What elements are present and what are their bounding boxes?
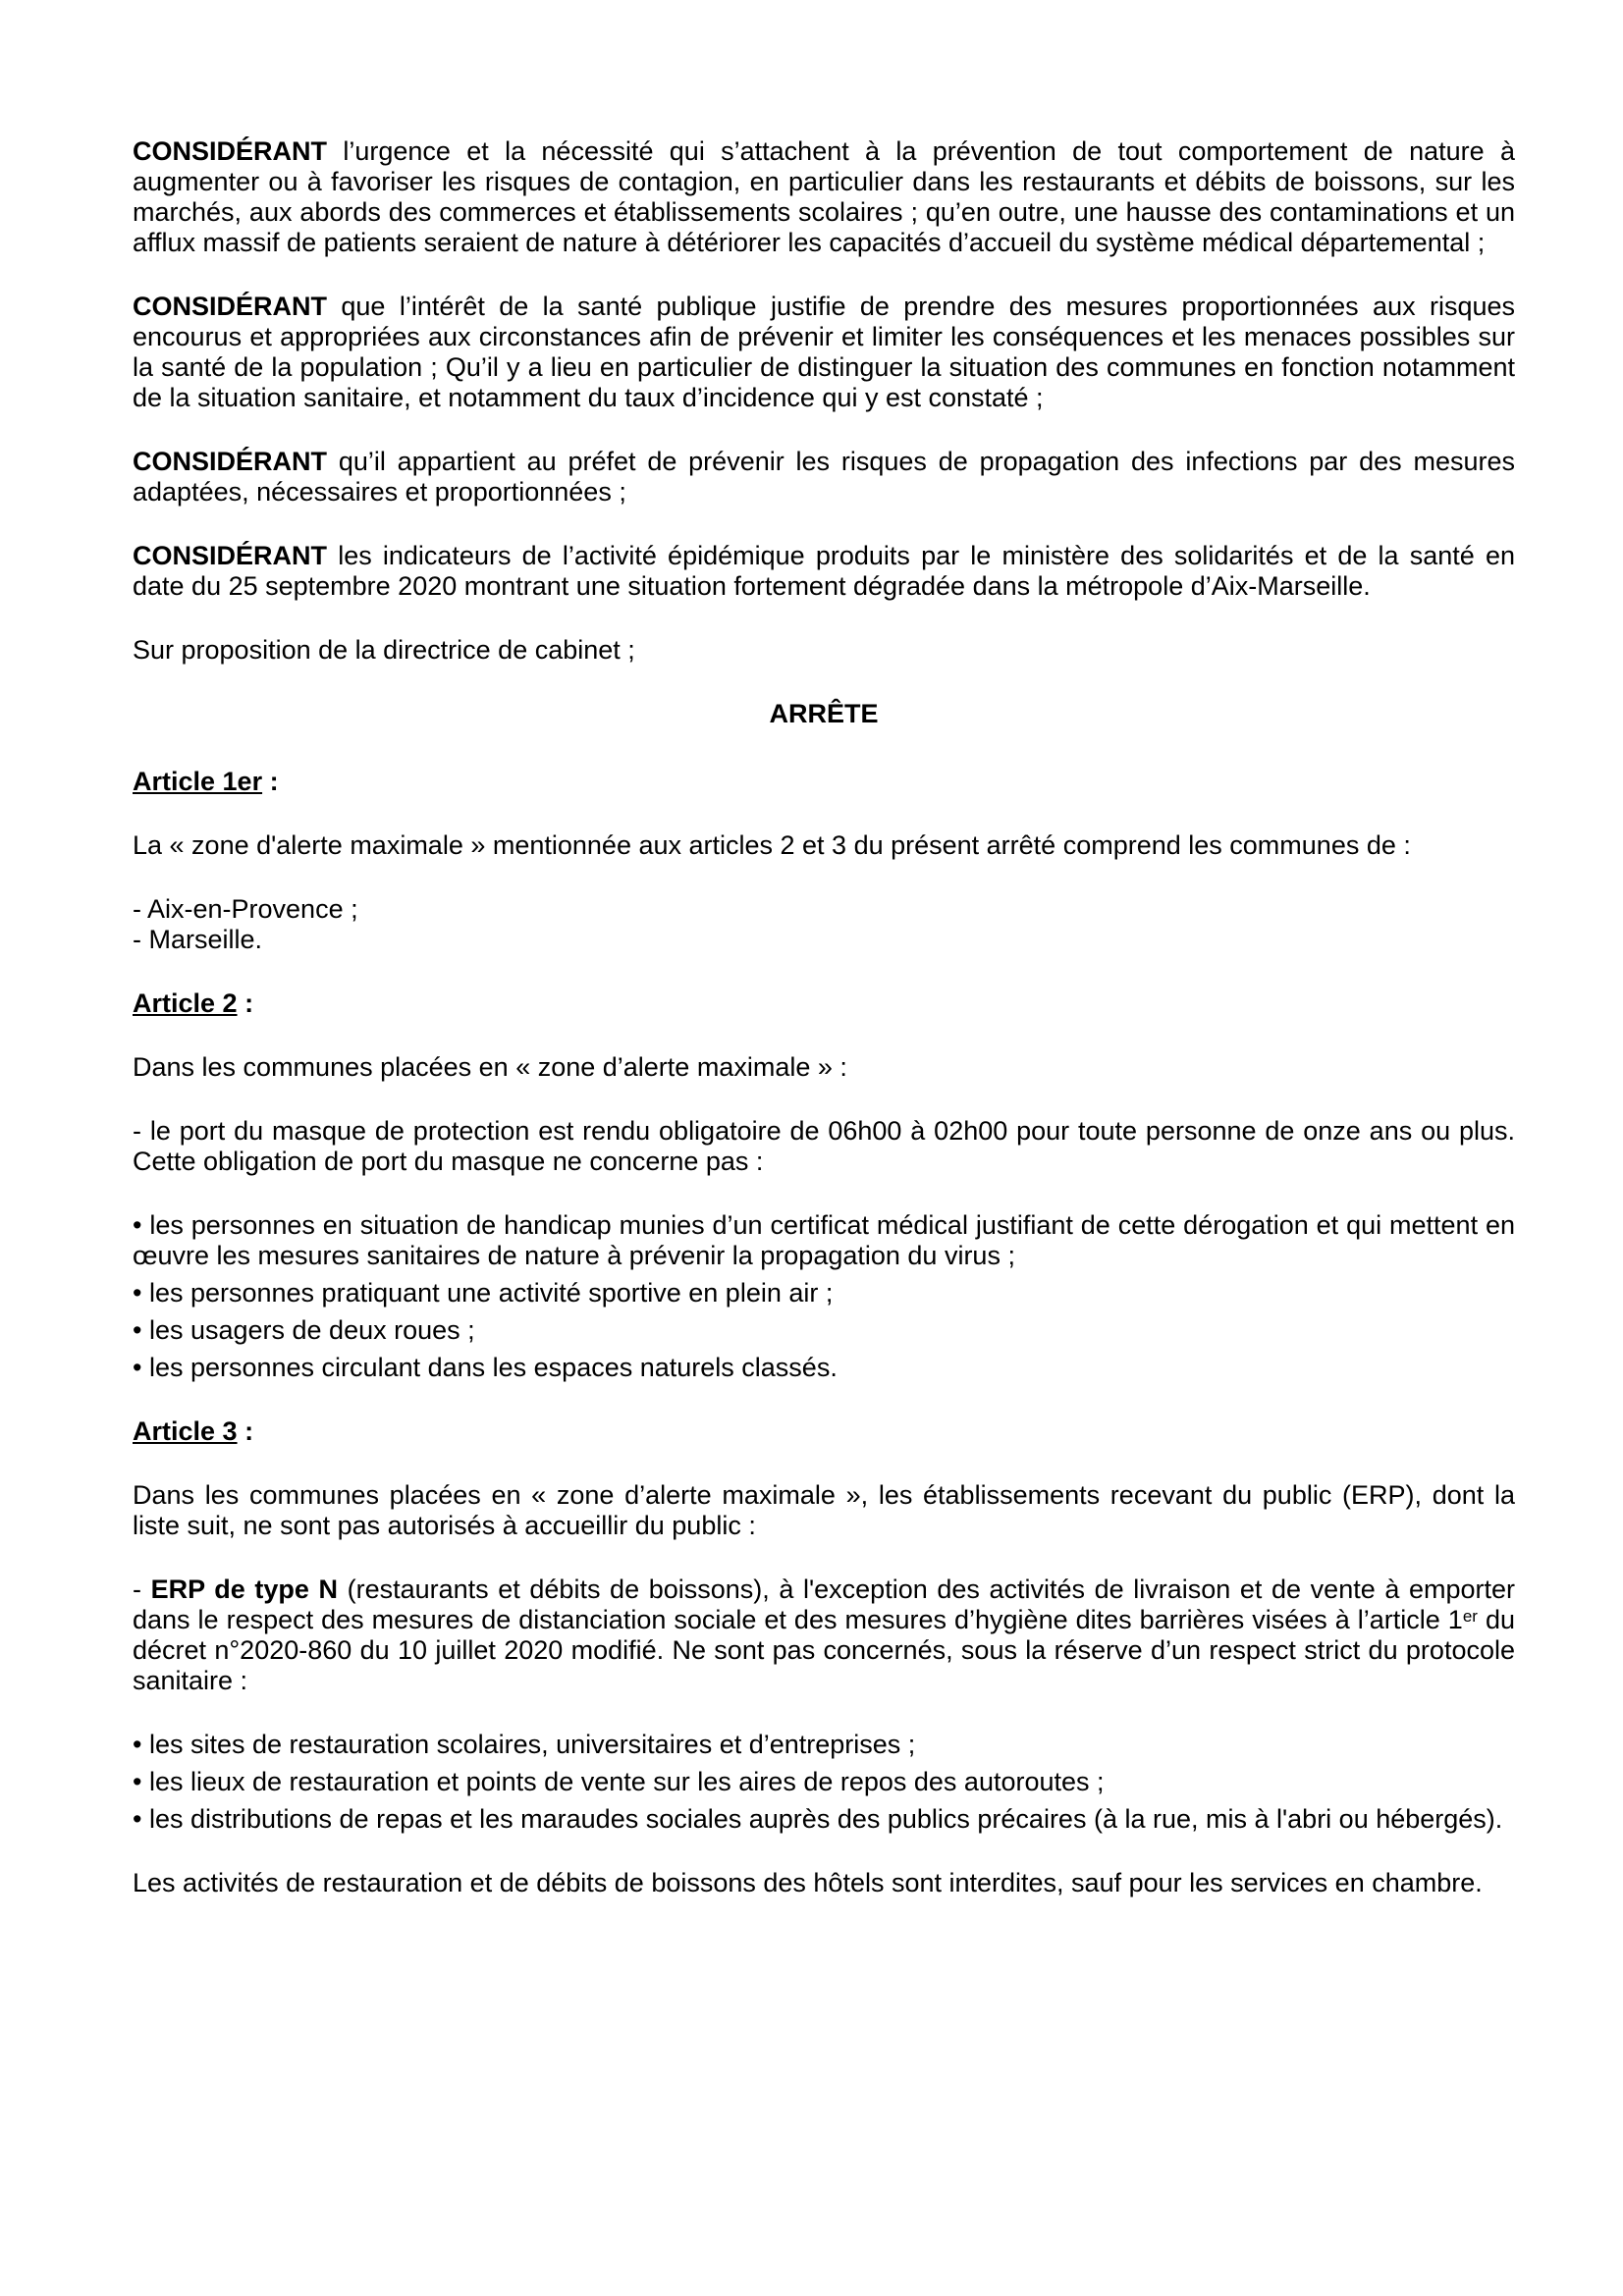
commune-item: - Aix-en-Provence ; <box>133 894 358 924</box>
article1-title-colon: : <box>262 767 279 796</box>
considerant-label: CONSIDÉRANT <box>133 136 328 166</box>
mask-exemption-item: • les personnes pratiquant une activité sportive en plein air ; <box>133 1278 834 1308</box>
erp-paragraph <box>133 1575 1515 1696</box>
mask-exemption-item: • les usagers de deux roues ; <box>133 1315 475 1345</box>
article1-intro: La « zone d'alerte maximale » mentionnée aux articles 2 et 3 du présent arrêté comprend les communes de : <box>133 830 1411 860</box>
arrete-heading: ARRÊTE <box>769 699 879 728</box>
mask-exemption-list <box>133 1210 1515 1383</box>
article2-title: Article 2 <box>133 988 238 1018</box>
article2-title-colon: : <box>237 988 254 1018</box>
commune-item: - Marseille. <box>133 925 263 954</box>
considerant-paragraph-1 <box>133 136 1515 258</box>
article2-intro: Dans les communes placées en « zone d’alerte maximale » : <box>133 1052 847 1082</box>
article3-heading <box>133 1416 1515 1447</box>
considerant-paragraph-4 <box>133 541 1515 602</box>
erp-text-continued: du décret n°2020-860 du 10 juillet 2020 modifié. Ne sont pas concernés, sous la réserve d’un respect strict du protocole sanitaire : <box>133 1605 1515 1695</box>
erp-type-label: ERP de type N <box>150 1575 338 1604</box>
considerant-text: qu’il appartient au préfet de prévenir les risques de propagation des infections par des mesures adaptées, nécessaires et proportionnées ; <box>133 447 1515 507</box>
erp-text: (restaurants et débits de boissons), à l'exception des activités de livraison et de vente à emporter dans le respect des mesures de distanciation sociale et des mesures d’hygiène dites barrières visées à l’article 1 <box>133 1575 1515 1634</box>
commune-list <box>133 894 1515 955</box>
erp-exception-list <box>133 1730 1515 1835</box>
considerant-label: CONSIDÉRANT <box>133 292 328 321</box>
erp-exception-item: • les sites de restauration scolaires, universitaires et d’entreprises ; <box>133 1730 916 1759</box>
considerant-text: que l’intérêt de la santé publique justifie de prendre des mesures proportionnées aux risques encourus et appropriées aux circonstances afin de prévenir et limiter les conséquences et les menaces possibles sur la santé de la population ; Qu’il y a lieu en particulier de distinguer la situation des communes en fonction notamment de la situation sanitaire, et notamment du taux d’incidence qui y est constaté ; <box>133 292 1515 412</box>
considerant-label: CONSIDÉRANT <box>133 541 328 570</box>
erp-ordinal-superscript: er <box>1462 1607 1478 1626</box>
erp-exception-item: • les distributions de repas et les maraudes sociales auprès des publics précaires (à la rue, mis à l'abri ou hébergés). <box>133 1804 1503 1834</box>
considerant-paragraph-3 <box>133 447 1515 507</box>
mask-exemption-item: • les personnes circulant dans les espaces naturels classés. <box>133 1353 838 1382</box>
mask-rule-paragraph: - le port du masque de protection est rendu obligatoire de 06h00 à 02h00 pour toute personne de onze ans ou plus. Cette obligation de port du masque ne concerne pas : <box>133 1116 1515 1176</box>
article1-title: Article 1er <box>133 767 263 796</box>
erp-dash: - <box>133 1575 151 1604</box>
article3-title: Article 3 <box>133 1416 238 1446</box>
considerant-label: CONSIDÉRANT <box>133 447 328 476</box>
erp-exception-item: • les lieux de restauration et points de vente sur les aires de repos des autoroutes ; <box>133 1767 1105 1796</box>
considerant-text: les indicateurs de l’activité épidémique produits par le ministère des solidarités et de la santé en date du 25 septembre 2020 montrant une situation fortement dégradée dans la métropole d’Aix-Marseille. <box>133 541 1515 601</box>
proposition-line: Sur proposition de la directrice de cabinet ; <box>133 635 635 665</box>
mask-exemption-item: • les personnes en situation de handicap munies d’un certificat médical justifiant de cette dérogation et qui mettent en œuvre les mesures sanitaires de nature à prévenir la propagation du virus ; <box>133 1210 1515 1270</box>
article3-title-colon: : <box>237 1416 254 1446</box>
article3-intro: Dans les communes placées en « zone d’alerte maximale », les établissements recevant du public (ERP), dont la liste suit, ne sont pas autorisés à accueillir du public : <box>133 1480 1515 1540</box>
article1-heading <box>133 767 1515 797</box>
article2-heading <box>133 988 1515 1019</box>
considerant-text: l’urgence et la nécessité qui s’attachent à la prévention de tout comportement de nature à augmenter ou à favoriser les risques de contagion, en particulier dans les restaurants et débits de boissons, sur les marchés, aux abords des commerces et établissements scolaires ; qu’en outre, une hausse des contaminations et un afflux massif de patients seraient de nature à détériorer les capacités d’accueil du système médical départemental ; <box>133 136 1515 257</box>
hotels-note: Les activités de restauration et de débits de boissons des hôtels sont interdites, sauf pour les services en chambre. <box>133 1868 1483 1897</box>
considerant-paragraph-2 <box>133 292 1515 413</box>
